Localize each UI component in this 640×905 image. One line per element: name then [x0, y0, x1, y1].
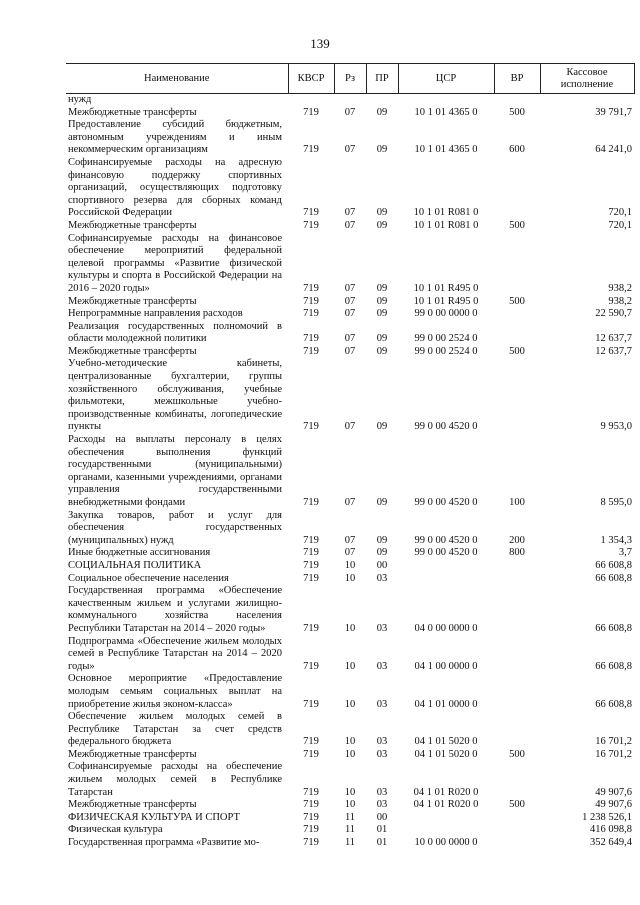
cell-kvsr: 719 — [303, 799, 319, 811]
cell-csr: 99 0 00 4520 0 — [414, 547, 478, 559]
cell-rz: 11 — [344, 837, 356, 849]
cell-vr — [494, 560, 540, 573]
cell-vr: 500 — [509, 799, 525, 811]
cell-name: Межбюджетные трансферты — [68, 345, 197, 357]
cell-amount: 720,1 — [608, 207, 632, 219]
cell-name: Физическая культура — [68, 824, 163, 836]
cell-name: нужд — [68, 94, 92, 105]
table-row — [66, 220, 634, 233]
table-row — [66, 636, 634, 674]
page-number: 139 — [310, 36, 330, 51]
table-row — [66, 358, 634, 434]
table-row — [66, 510, 634, 548]
cell-name: Расходы на выплаты персоналу в целях обеспечения выполнения функций государственными (муниципальными) органами, казенными учреждениями, органами управления государственными внебюджетными фондами — [68, 434, 282, 508]
table-row — [66, 711, 634, 749]
cell-vr: 500 — [509, 219, 525, 231]
cell-pr: 09 — [376, 207, 388, 219]
cell-rz: 07 — [344, 345, 356, 357]
cell-amount: 22 590,7 — [595, 308, 632, 320]
cell-vr: 500 — [509, 748, 525, 760]
cell-pr: 09 — [376, 295, 388, 307]
cell-kvsr: 719 — [303, 497, 319, 508]
table-row — [66, 761, 634, 799]
cell-csr: 10 1 01 R495 0 — [413, 295, 479, 307]
cell-name: Реализация государственных полномочий в области молодежной политики — [68, 320, 282, 345]
cell-amount: 1 354,3 — [600, 534, 632, 546]
cell-amount: 12 637,7 — [595, 333, 632, 345]
cell-pr: 09 — [376, 534, 388, 546]
cell-kvsr: 719 — [303, 559, 319, 571]
cell-kvsr: 719 — [303, 207, 319, 219]
cell-vr: 500 — [509, 345, 525, 357]
cell-amount: 66 608,8 — [595, 698, 632, 710]
table-row — [66, 673, 634, 711]
cell-rz: 10 — [344, 736, 356, 748]
cell-rz: 11 — [344, 811, 356, 823]
cell-csr — [398, 94, 494, 107]
table-row — [66, 296, 634, 309]
cell-csr: 04 0 00 0000 0 — [414, 622, 478, 634]
col-header-pr: ПР — [366, 64, 398, 94]
budget-table — [66, 63, 635, 850]
cell-csr: 04 1 00 0000 0 — [414, 660, 478, 672]
cell-pr: 03 — [376, 622, 388, 634]
cell-kvsr: 719 — [303, 345, 319, 357]
cell-pr: 09 — [376, 333, 388, 345]
cell-csr — [398, 573, 494, 586]
cell-kvsr: 719 — [303, 106, 319, 118]
cell-amount: 416 098,8 — [590, 824, 632, 836]
table-row — [66, 233, 634, 296]
cell-amount: 12 637,7 — [595, 345, 632, 357]
col-header-kvsr: КВСР — [288, 64, 334, 94]
cell-csr: 99 0 00 2524 0 — [414, 345, 478, 357]
cell-pr: 01 — [376, 824, 388, 836]
cell-amount: 9 953,0 — [600, 421, 632, 433]
cell-name: Подпрограмма «Обеспечение жильем молодых семей в Республике Татарстан на 2014 – 2020 годы» — [68, 635, 282, 672]
cell-pr: 03 — [376, 799, 388, 811]
cell-csr: 10 1 01 R081 0 — [413, 219, 479, 231]
cell-kvsr: 719 — [303, 333, 319, 345]
table-header — [66, 64, 634, 94]
cell-vr: 500 — [509, 106, 525, 118]
cell-csr: 10 1 01 4365 0 — [414, 106, 478, 118]
cell-kvsr: 719 — [303, 282, 319, 294]
cell-vr — [494, 308, 540, 321]
cell-rz: 10 — [344, 698, 356, 710]
cell-kvsr: 719 — [303, 144, 319, 156]
cell-pr: 00 — [376, 559, 388, 571]
table-row — [66, 119, 634, 157]
cell-name: СОЦИАЛЬНАЯ ПОЛИТИКА — [68, 559, 202, 571]
cell-rz: 07 — [344, 333, 356, 345]
cell-kvsr: 719 — [303, 811, 319, 823]
cell-kvsr: 719 — [303, 295, 319, 307]
cell-kvsr: 719 — [303, 748, 319, 760]
cell-amount: 39 791,7 — [595, 106, 632, 118]
cell-csr: 04 1 01 R020 0 — [413, 786, 479, 798]
cell-rz: 07 — [344, 547, 356, 559]
cell-rz: 10 — [344, 799, 356, 811]
cell-pr: 01 — [376, 837, 388, 849]
cell-name: Закупка товаров, работ и услуг для обеспечения государственных (муниципальных) нужд — [68, 509, 282, 546]
cell-pr: 09 — [376, 219, 388, 231]
cell-csr: 04 1 01 5020 0 — [414, 736, 478, 748]
cell-vr — [494, 233, 540, 296]
cell-csr: 10 1 01 R081 0 — [413, 207, 479, 219]
cell-kvsr: 719 — [303, 421, 319, 433]
cell-vr — [494, 573, 540, 586]
cell-kvsr: 719 — [303, 698, 319, 710]
cell-vr — [494, 837, 540, 850]
cell-amount: 16 701,2 — [595, 748, 632, 760]
cell-pr: 09 — [376, 308, 388, 320]
cell-rz: 10 — [344, 786, 356, 798]
cell-csr — [398, 824, 494, 837]
table-row — [66, 824, 634, 837]
cell-name: Софинансируемые расходы на обеспечение жильем молодых семей в Республике Татарстан — [68, 761, 282, 798]
cell-csr: 99 0 00 2524 0 — [414, 333, 478, 345]
cell-amount: 16 701,2 — [595, 736, 632, 748]
cell-name: Основное мероприятие «Предоставление молодым семьям социальных выплат на приобретение жилья эконом-класса» — [68, 673, 282, 710]
cell-rz: 07 — [344, 421, 356, 433]
cell-rz: 11 — [344, 824, 356, 836]
cell-vr — [494, 812, 540, 825]
cell-pr — [366, 94, 398, 107]
col-header-name: Наименование — [66, 64, 288, 94]
cell-name: Межбюджетные трансферты — [68, 295, 197, 307]
table-row — [66, 749, 634, 762]
cell-csr: 10 1 01 4365 0 — [414, 144, 478, 156]
table-row — [66, 321, 634, 346]
cell-rz: 07 — [344, 207, 356, 219]
cell-rz: 07 — [344, 497, 356, 508]
cell-vr — [494, 585, 540, 635]
table-row — [66, 547, 634, 560]
cell-name: Учебно-методические кабинеты, централизованные бухгалтерии, группы хозяйственного обслуживания, учебные фильмотеки, межшкольные учебно-производственные комбинаты, логопедические пункты — [68, 358, 282, 433]
table-row — [66, 346, 634, 359]
cell-kvsr — [288, 94, 334, 107]
cell-kvsr: 719 — [303, 534, 319, 546]
cell-amount: 64 241,0 — [595, 144, 632, 156]
cell-amount: 352 649,4 — [590, 837, 632, 849]
cell-name: Государственная программа «Развитие мо- — [68, 837, 260, 849]
cell-amount — [540, 94, 634, 107]
cell-vr — [494, 673, 540, 711]
cell-csr: 04 1 01 5020 0 — [414, 748, 478, 760]
cell-rz: 10 — [344, 660, 356, 672]
cell-csr: 10 1 01 R495 0 — [413, 282, 479, 294]
cell-amount: 49 907,6 — [595, 799, 632, 811]
cell-pr: 03 — [376, 748, 388, 760]
cell-name: Непрограммные направления расходов — [68, 308, 243, 320]
cell-vr: 200 — [509, 534, 525, 546]
cell-name: Социальное обеспечение населения — [68, 572, 229, 584]
cell-csr: 99 0 00 4520 0 — [414, 497, 478, 508]
cell-vr: 500 — [509, 295, 525, 307]
cell-name: Государственная программа «Обеспечение качественным жильем и услугами жилищно-коммунального хозяйства населения Республики Татарстан на 2014 – 2020 годы» — [68, 585, 282, 634]
cell-name: Межбюджетные трансферты — [68, 748, 197, 760]
cell-csr: 99 0 00 0000 0 — [414, 308, 478, 320]
cell-vr: 600 — [509, 144, 525, 156]
cell-rz: 07 — [344, 534, 356, 546]
cell-kvsr: 719 — [303, 219, 319, 231]
cell-rz: 07 — [344, 282, 356, 294]
cell-rz: 07 — [344, 106, 356, 118]
cell-amount: 720,1 — [608, 219, 632, 231]
cell-amount: 49 907,6 — [595, 786, 632, 798]
cell-csr: 10 0 00 0000 0 — [414, 837, 478, 849]
cell-amount: 66 608,8 — [595, 622, 632, 634]
cell-kvsr: 719 — [303, 837, 319, 849]
cell-rz: 10 — [344, 622, 356, 634]
col-header-csr: ЦСР — [398, 64, 494, 94]
cell-kvsr: 719 — [303, 660, 319, 672]
cell-pr: 09 — [376, 497, 388, 508]
cell-name: Предоставление субсидий бюджетным, автономным учреждениям и иным некоммерческим организациям — [68, 119, 282, 156]
cell-rz: 10 — [344, 748, 356, 760]
table-row — [66, 799, 634, 812]
cell-vr — [494, 636, 540, 674]
cell-rz: 07 — [344, 219, 356, 231]
cell-kvsr: 719 — [303, 786, 319, 798]
cell-amount: 3,7 — [618, 547, 632, 559]
cell-kvsr: 719 — [303, 547, 319, 559]
cell-name: Софинансируемые расходы на финансовое обеспечение мероприятий федеральной целевой программы «Развитие физической культуры и спорта в Российской Федерации на 2016 – 2020 годы» — [68, 232, 282, 294]
cell-kvsr: 719 — [303, 736, 319, 748]
cell-amount: 8 595,0 — [600, 497, 632, 508]
cell-name: Межбюджетные трансферты — [68, 219, 197, 231]
cell-rz: 10 — [344, 559, 356, 571]
cell-csr: 99 0 00 4520 0 — [414, 534, 478, 546]
cell-amount: 66 608,8 — [595, 572, 632, 584]
cell-pr: 03 — [376, 698, 388, 710]
cell-pr: 09 — [376, 421, 388, 433]
cell-name: Межбюджетные трансферты — [68, 799, 197, 811]
cell-name: Софинансируемые расходы на адресную финансовую поддержку спортивных организаций, осуществляющих подготовку спортивного резерва для сборных команд Российской Федерации — [68, 156, 282, 219]
cell-rz: 07 — [344, 144, 356, 156]
cell-rz: 10 — [344, 572, 356, 584]
cell-kvsr: 719 — [303, 824, 319, 836]
cell-name: Иные бюджетные ассигнования — [68, 547, 211, 559]
cell-kvsr: 719 — [303, 622, 319, 634]
cell-pr: 00 — [376, 811, 388, 823]
cell-kvsr: 719 — [303, 308, 319, 320]
cell-vr — [494, 711, 540, 749]
cell-pr: 09 — [376, 282, 388, 294]
cell-csr: 04 1 01 0000 0 — [414, 698, 478, 710]
cell-amount: 1 238 526,1 — [582, 811, 632, 823]
cell-csr — [398, 812, 494, 825]
table-row — [66, 812, 634, 825]
cell-pr: 09 — [376, 106, 388, 118]
table-row — [66, 560, 634, 573]
table-row — [66, 573, 634, 586]
cell-vr — [494, 358, 540, 434]
table-row — [66, 94, 634, 107]
table-row — [66, 157, 634, 220]
col-header-rz: Рз — [334, 64, 366, 94]
cell-pr: 03 — [376, 786, 388, 798]
cell-vr — [494, 824, 540, 837]
cell-amount: 938,2 — [608, 295, 632, 307]
cell-kvsr: 719 — [303, 572, 319, 584]
cell-vr — [494, 761, 540, 799]
cell-pr: 09 — [376, 547, 388, 559]
cell-csr: 04 1 01 R020 0 — [413, 799, 479, 811]
cell-amount: 66 608,8 — [595, 660, 632, 672]
cell-vr: 100 — [509, 497, 525, 508]
cell-csr: 99 0 00 4520 0 — [414, 421, 478, 433]
cell-rz — [334, 94, 366, 107]
col-header-vr: ВР — [494, 64, 540, 94]
cell-vr — [494, 321, 540, 346]
cell-rz: 07 — [344, 295, 356, 307]
cell-pr: 03 — [376, 572, 388, 584]
cell-csr — [398, 560, 494, 573]
table-row — [66, 585, 634, 635]
cell-vr: 800 — [509, 547, 525, 559]
cell-amount: 938,2 — [608, 282, 632, 294]
table-row — [66, 107, 634, 120]
table-row — [66, 837, 634, 850]
cell-vr — [494, 94, 540, 107]
cell-pr: 09 — [376, 345, 388, 357]
cell-name: Обеспечение жильем молодых семей в Республике Татарстан за счет средств федерального бюджета — [68, 711, 282, 748]
table-row — [66, 434, 634, 510]
cell-pr: 09 — [376, 144, 388, 156]
table-body — [66, 94, 634, 850]
table-row — [66, 308, 634, 321]
cell-vr — [494, 157, 540, 220]
cell-pr: 03 — [376, 660, 388, 672]
cell-pr: 03 — [376, 736, 388, 748]
cell-amount: 66 608,8 — [595, 559, 632, 571]
col-header-amount: Кассовое исполнение — [540, 64, 634, 94]
cell-name: Межбюджетные трансферты — [68, 106, 197, 118]
cell-rz: 07 — [344, 308, 356, 320]
cell-name: ФИЗИЧЕСКАЯ КУЛЬТУРА И СПОРТ — [68, 811, 240, 823]
